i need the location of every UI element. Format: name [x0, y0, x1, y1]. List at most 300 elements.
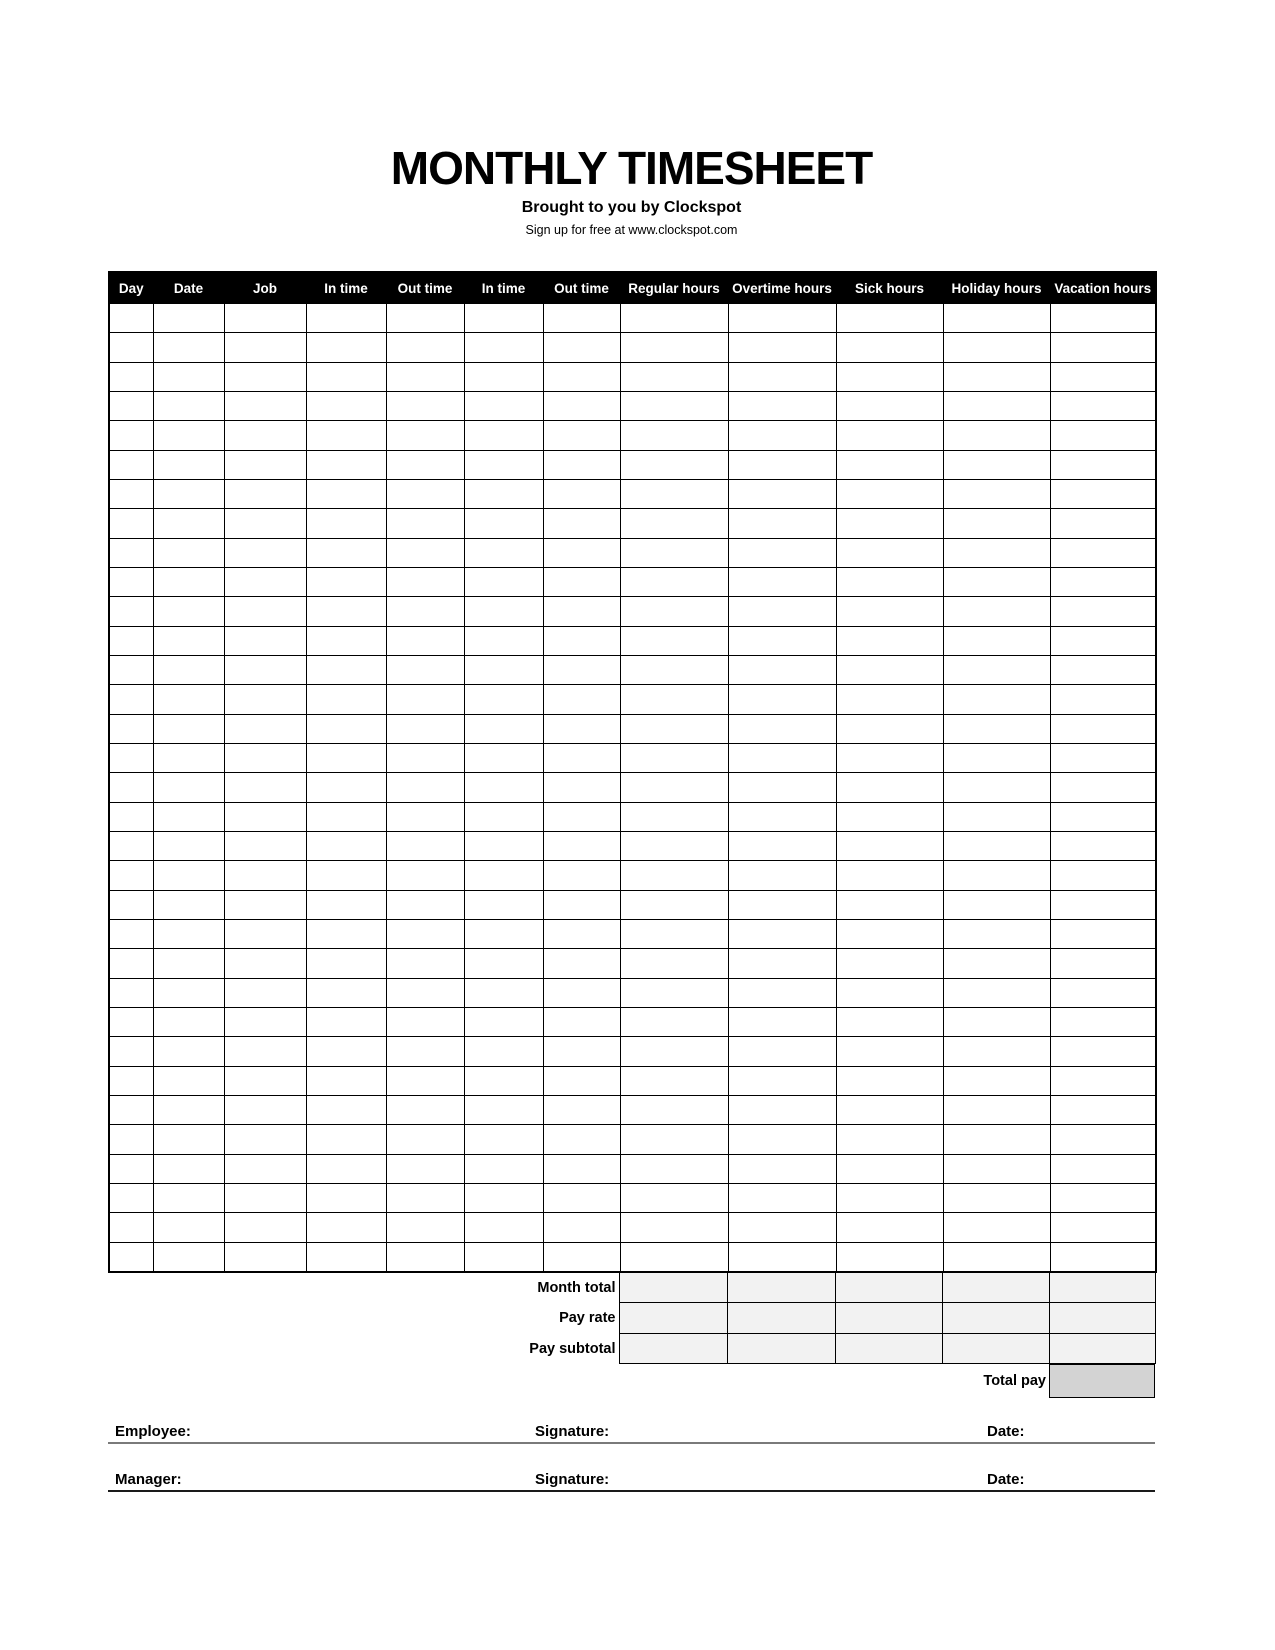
- timesheet-sheet: [108, 0, 1155, 1492]
- total-pay-row: [108, 1364, 1155, 1398]
- timesheet-cell: [1050, 362, 1156, 391]
- timesheet-cell: [306, 949, 386, 978]
- timesheet-row: [109, 1125, 1156, 1154]
- timesheet-row: [109, 450, 1156, 479]
- timesheet-cell: [836, 509, 943, 538]
- timesheet-cell: [728, 391, 836, 420]
- timesheet-cell: [620, 1037, 728, 1066]
- timesheet-cell: [943, 391, 1050, 420]
- timesheet-cell: [620, 450, 728, 479]
- timesheet-cell: [464, 479, 543, 508]
- timesheet-cell: [306, 831, 386, 860]
- timesheet-cell: [464, 391, 543, 420]
- timesheet-cell: [464, 333, 543, 362]
- timesheet-cell: [386, 479, 464, 508]
- timesheet-cell: [836, 479, 943, 508]
- timesheet-cell: [306, 743, 386, 772]
- timesheet-cell: [1050, 1095, 1156, 1124]
- timesheet-cell: [224, 567, 306, 596]
- timesheet-cell: [224, 1213, 306, 1242]
- timesheet-row: [109, 597, 1156, 626]
- timesheet-cell: [620, 626, 728, 655]
- summary-table: [108, 1272, 1156, 1365]
- timesheet-cell: [836, 919, 943, 948]
- timesheet-cell: [943, 685, 1050, 714]
- timesheet-cell: [224, 743, 306, 772]
- timesheet-row: [109, 978, 1156, 1007]
- timesheet-cell: [386, 655, 464, 684]
- timesheet-cell: [153, 685, 224, 714]
- timesheet-cell: [306, 479, 386, 508]
- timesheet-cell: [943, 333, 1050, 362]
- timesheet-cell: [620, 362, 728, 391]
- timesheet-cell: [543, 362, 620, 391]
- timesheet-cell: [728, 1154, 836, 1183]
- timesheet-cell: [224, 538, 306, 567]
- timesheet-cell: [728, 1095, 836, 1124]
- timesheet-cell: [836, 1154, 943, 1183]
- timesheet-cell: [943, 479, 1050, 508]
- timesheet-cell: [224, 1095, 306, 1124]
- timesheet-cell: [836, 362, 943, 391]
- summary-value-cell: [619, 1272, 727, 1303]
- timesheet-cell: [464, 1095, 543, 1124]
- timesheet-cell: [728, 362, 836, 391]
- column-header: Out time: [386, 272, 464, 304]
- total-pay-label: Total pay: [983, 1373, 1046, 1390]
- timesheet-cell: [1050, 890, 1156, 919]
- timesheet-cell: [620, 949, 728, 978]
- timesheet-table: [108, 271, 1157, 1273]
- timesheet-cell: [943, 1007, 1050, 1036]
- timesheet-cell: [943, 949, 1050, 978]
- summary-label: Month total: [537, 1279, 616, 1296]
- timesheet-cell: [728, 538, 836, 567]
- timesheet-cell: [153, 421, 224, 450]
- timesheet-cell: [153, 362, 224, 391]
- timesheet-cell: [620, 421, 728, 450]
- timesheet-cell: [153, 831, 224, 860]
- timesheet-cell: [224, 1183, 306, 1212]
- timesheet-cell: [224, 597, 306, 626]
- timesheet-cell: [109, 304, 153, 333]
- timesheet-cell: [943, 1095, 1050, 1124]
- timesheet-cell: [620, 802, 728, 831]
- timesheet-cell: [224, 362, 306, 391]
- timesheet-cell: [224, 949, 306, 978]
- timesheet-cell: [836, 890, 943, 919]
- timesheet-cell: [943, 919, 1050, 948]
- timesheet-cell: [306, 1037, 386, 1066]
- timesheet-cell: [153, 919, 224, 948]
- timesheet-cell: [543, 919, 620, 948]
- timesheet-cell: [836, 1125, 943, 1154]
- timesheet-cell: [109, 802, 153, 831]
- timesheet-cell: [836, 391, 943, 420]
- timesheet-row: [109, 362, 1156, 391]
- timesheet-cell: [224, 333, 306, 362]
- timesheet-cell: [386, 1242, 464, 1272]
- timesheet-cell: [620, 1125, 728, 1154]
- timesheet-cell: [543, 597, 620, 626]
- timesheet-cell: [543, 949, 620, 978]
- timesheet-cell: [620, 714, 728, 743]
- employee-signature-label: Signature:: [535, 1423, 610, 1441]
- timesheet-cell: [306, 655, 386, 684]
- timesheet-cell: [620, 890, 728, 919]
- column-header: Out time: [543, 272, 620, 304]
- timesheet-cell: [543, 831, 620, 860]
- timesheet-cell: [943, 773, 1050, 802]
- timesheet-cell: [543, 890, 620, 919]
- timesheet-cell: [109, 919, 153, 948]
- timesheet-cell: [620, 1066, 728, 1095]
- timesheet-cell: [836, 978, 943, 1007]
- timesheet-cell: [109, 890, 153, 919]
- timesheet-cell: [943, 655, 1050, 684]
- timesheet-cell: [306, 1007, 386, 1036]
- timesheet-cell: [464, 919, 543, 948]
- timesheet-cell: [943, 1125, 1050, 1154]
- timesheet-cell: [1050, 714, 1156, 743]
- timesheet-cell: [543, 714, 620, 743]
- timesheet-cell: [1050, 509, 1156, 538]
- timesheet-cell: [543, 1007, 620, 1036]
- timesheet-cell: [1050, 655, 1156, 684]
- timesheet-cell: [109, 773, 153, 802]
- timesheet-cell: [153, 1125, 224, 1154]
- timesheet-cell: [153, 479, 224, 508]
- timesheet-cell: [1050, 949, 1156, 978]
- timesheet-cell: [306, 1242, 386, 1272]
- timesheet-row: [109, 714, 1156, 743]
- timesheet-cell: [386, 685, 464, 714]
- timesheet-cell: [1050, 861, 1156, 890]
- timesheet-cell: [728, 802, 836, 831]
- timesheet-row: [109, 861, 1156, 890]
- timesheet-cell: [464, 567, 543, 596]
- timesheet-cell: [306, 978, 386, 1007]
- manager-date-label: Date:: [987, 1471, 1025, 1489]
- page-subtitle: Brought to you by Clockspot: [521, 199, 742, 216]
- timesheet-cell: [836, 743, 943, 772]
- timesheet-cell: [943, 1066, 1050, 1095]
- timesheet-cell: [306, 773, 386, 802]
- timesheet-cell: [620, 479, 728, 508]
- timesheet-cell: [464, 450, 543, 479]
- timesheet-cell: [386, 890, 464, 919]
- timesheet-row: [109, 479, 1156, 508]
- timesheet-cell: [1050, 391, 1156, 420]
- timesheet-cell: [306, 1066, 386, 1095]
- timesheet-cell: [386, 1125, 464, 1154]
- timesheet-cell: [109, 421, 153, 450]
- timesheet-row: [109, 509, 1156, 538]
- timesheet-cell: [153, 655, 224, 684]
- timesheet-cell: [386, 802, 464, 831]
- timesheet-cell: [386, 333, 464, 362]
- timesheet-cell: [620, 304, 728, 333]
- summary-value-cell: [1049, 1303, 1155, 1334]
- timesheet-cell: [153, 743, 224, 772]
- timesheet-cell: [543, 391, 620, 420]
- timesheet-cell: [109, 1007, 153, 1036]
- timesheet-cell: [1050, 919, 1156, 948]
- timesheet-cell: [109, 949, 153, 978]
- timesheet-cell: [728, 597, 836, 626]
- timesheet-cell: [728, 1125, 836, 1154]
- timesheet-cell: [386, 861, 464, 890]
- signup-tagline: Sign up for free at www.clockspot.com: [525, 223, 738, 237]
- timesheet-cell: [543, 1066, 620, 1095]
- timesheet-cell: [224, 479, 306, 508]
- timesheet-cell: [386, 538, 464, 567]
- timesheet-cell: [464, 1213, 543, 1242]
- timesheet-row: [109, 391, 1156, 420]
- timesheet-cell: [943, 714, 1050, 743]
- timesheet-cell: [943, 538, 1050, 567]
- timesheet-cell: [1050, 743, 1156, 772]
- timesheet-cell: [728, 1066, 836, 1095]
- timesheet-cell: [464, 626, 543, 655]
- timesheet-cell: [543, 978, 620, 1007]
- timesheet-row: [109, 919, 1156, 948]
- timesheet-cell: [153, 450, 224, 479]
- timesheet-cell: [1050, 567, 1156, 596]
- column-header: Sick hours: [836, 272, 943, 304]
- timesheet-cell: [943, 1183, 1050, 1212]
- manager-signature-line: [108, 1470, 1155, 1492]
- summary-value-cell: [942, 1333, 1049, 1364]
- timesheet-cell: [836, 1095, 943, 1124]
- timesheet-cell: [836, 333, 943, 362]
- timesheet-row: [109, 685, 1156, 714]
- timesheet-cell: [464, 1007, 543, 1036]
- timesheet-cell: [464, 685, 543, 714]
- timesheet-cell: [109, 1154, 153, 1183]
- timesheet-cell: [728, 1213, 836, 1242]
- timesheet-cell: [464, 773, 543, 802]
- summary-value-cell: [942, 1303, 1049, 1334]
- timesheet-cell: [836, 1066, 943, 1095]
- timesheet-cell: [543, 333, 620, 362]
- column-header: In time: [306, 272, 386, 304]
- timesheet-cell: [728, 831, 836, 860]
- timesheet-cell: [543, 421, 620, 450]
- timesheet-row: [109, 1154, 1156, 1183]
- timesheet-cell: [306, 1095, 386, 1124]
- timesheet-row: [109, 802, 1156, 831]
- timesheet-cell: [620, 391, 728, 420]
- timesheet-cell: [153, 978, 224, 1007]
- timesheet-cell: [728, 949, 836, 978]
- timesheet-cell: [464, 978, 543, 1007]
- timesheet-cell: [306, 1154, 386, 1183]
- timesheet-cell: [728, 567, 836, 596]
- timesheet-cell: [153, 949, 224, 978]
- timesheet-cell: [153, 1242, 224, 1272]
- timesheet-row: [109, 304, 1156, 333]
- column-header: Job: [224, 272, 306, 304]
- timesheet-cell: [153, 567, 224, 596]
- timesheet-cell: [386, 304, 464, 333]
- timesheet-cell: [464, 802, 543, 831]
- timesheet-cell: [109, 567, 153, 596]
- timesheet-cell: [153, 773, 224, 802]
- timesheet-cell: [543, 626, 620, 655]
- timesheet-cell: [836, 1242, 943, 1272]
- timesheet-cell: [109, 861, 153, 890]
- timesheet-cell: [943, 1213, 1050, 1242]
- column-header: In time: [464, 272, 543, 304]
- summary-value-cell: [727, 1333, 835, 1364]
- timesheet-cell: [1050, 421, 1156, 450]
- timesheet-cell: [620, 1183, 728, 1212]
- summary-value-cell: [942, 1272, 1049, 1303]
- timesheet-cell: [543, 1183, 620, 1212]
- timesheet-cell: [386, 1154, 464, 1183]
- timesheet-cell: [224, 626, 306, 655]
- timesheet-row: [109, 538, 1156, 567]
- timesheet-cell: [464, 949, 543, 978]
- timesheet-cell: [306, 1183, 386, 1212]
- timesheet-cell: [224, 655, 306, 684]
- timesheet-cell: [543, 1095, 620, 1124]
- timesheet-cell: [543, 1242, 620, 1272]
- timesheet-cell: [306, 890, 386, 919]
- timesheet-row: [109, 655, 1156, 684]
- timesheet-cell: [620, 509, 728, 538]
- timesheet-row: [109, 949, 1156, 978]
- manager-label: Manager:: [115, 1471, 182, 1489]
- timesheet-cell: [464, 1037, 543, 1066]
- timesheet-cell: [386, 567, 464, 596]
- page-title: MONTHLY TIMESHEET: [390, 142, 873, 194]
- timesheet-cell: [620, 773, 728, 802]
- timesheet-cell: [1050, 450, 1156, 479]
- total-pay-value-cell: [1049, 1364, 1155, 1398]
- timesheet-cell: [464, 831, 543, 860]
- timesheet-cell: [153, 1066, 224, 1095]
- timesheet-cell: [109, 831, 153, 860]
- timesheet-cell: [224, 802, 306, 831]
- summary-label: Pay rate: [559, 1310, 616, 1327]
- timesheet-cell: [306, 567, 386, 596]
- timesheet-cell: [620, 597, 728, 626]
- timesheet-cell: [386, 919, 464, 948]
- timesheet-cell: [386, 1037, 464, 1066]
- timesheet-cell: [620, 861, 728, 890]
- timesheet-cell: [153, 1183, 224, 1212]
- timesheet-cell: [386, 626, 464, 655]
- timesheet-row: [109, 743, 1156, 772]
- timesheet-cell: [306, 538, 386, 567]
- timesheet-cell: [836, 949, 943, 978]
- timesheet-cell: [543, 802, 620, 831]
- summary-value-cell: [619, 1333, 727, 1364]
- timesheet-cell: [224, 304, 306, 333]
- timesheet-cell: [224, 1037, 306, 1066]
- timesheet-cell: [109, 479, 153, 508]
- timesheet-cell: [1050, 626, 1156, 655]
- timesheet-cell: [109, 743, 153, 772]
- timesheet-row: [109, 1213, 1156, 1242]
- timesheet-cell: [386, 714, 464, 743]
- timesheet-cell: [1050, 831, 1156, 860]
- timesheet-cell: [109, 978, 153, 1007]
- timesheet-cell: [728, 655, 836, 684]
- timesheet-cell: [620, 919, 728, 948]
- timesheet-cell: [943, 421, 1050, 450]
- timesheet-cell: [943, 978, 1050, 1007]
- summary-row: [108, 1272, 1155, 1303]
- manager-signature-label: Signature:: [535, 1471, 610, 1489]
- timesheet-cell: [224, 391, 306, 420]
- timesheet-cell: [728, 304, 836, 333]
- timesheet-cell: [728, 1007, 836, 1036]
- timesheet-cell: [836, 538, 943, 567]
- summary-value-cell: [835, 1303, 942, 1334]
- timesheet-cell: [109, 1183, 153, 1212]
- timesheet-cell: [386, 978, 464, 1007]
- timesheet-cell: [836, 773, 943, 802]
- timesheet-cell: [153, 1154, 224, 1183]
- timesheet-cell: [1050, 1183, 1156, 1212]
- timesheet-cell: [836, 714, 943, 743]
- employee-signature-line: [108, 1422, 1155, 1444]
- timesheet-cell: [153, 1213, 224, 1242]
- timesheet-cell: [109, 1242, 153, 1272]
- summary-value-cell: [1049, 1272, 1155, 1303]
- timesheet-cell: [543, 567, 620, 596]
- timesheet-cell: [224, 509, 306, 538]
- timesheet-cell: [620, 685, 728, 714]
- timesheet-cell: [836, 1213, 943, 1242]
- timesheet-cell: [224, 1242, 306, 1272]
- timesheet-cell: [728, 978, 836, 1007]
- timesheet-cell: [620, 1095, 728, 1124]
- timesheet-cell: [224, 1066, 306, 1095]
- timesheet-cell: [543, 509, 620, 538]
- timesheet-cell: [306, 1213, 386, 1242]
- column-header: Date: [153, 272, 224, 304]
- timesheet-row: [109, 1037, 1156, 1066]
- timesheet-cell: [153, 861, 224, 890]
- timesheet-cell: [943, 304, 1050, 333]
- summary-label: Pay subtotal: [529, 1340, 616, 1357]
- timesheet-cell: [109, 1125, 153, 1154]
- signature-section: [108, 1422, 1155, 1492]
- timesheet-cell: [109, 1066, 153, 1095]
- timesheet-cell: [386, 450, 464, 479]
- timesheet-cell: [153, 333, 224, 362]
- timesheet-cell: [224, 978, 306, 1007]
- summary-value-cell: [835, 1272, 942, 1303]
- timesheet-cell: [620, 1154, 728, 1183]
- timesheet-cell: [109, 333, 153, 362]
- timesheet-cell: [109, 1095, 153, 1124]
- timesheet-cell: [224, 714, 306, 743]
- summary-value-cell: [727, 1303, 835, 1334]
- timesheet-cell: [543, 655, 620, 684]
- timesheet-cell: [386, 362, 464, 391]
- timesheet-cell: [224, 831, 306, 860]
- timesheet-row: [109, 421, 1156, 450]
- timesheet-cell: [836, 597, 943, 626]
- timesheet-cell: [620, 655, 728, 684]
- timesheet-cell: [728, 773, 836, 802]
- timesheet-cell: [224, 890, 306, 919]
